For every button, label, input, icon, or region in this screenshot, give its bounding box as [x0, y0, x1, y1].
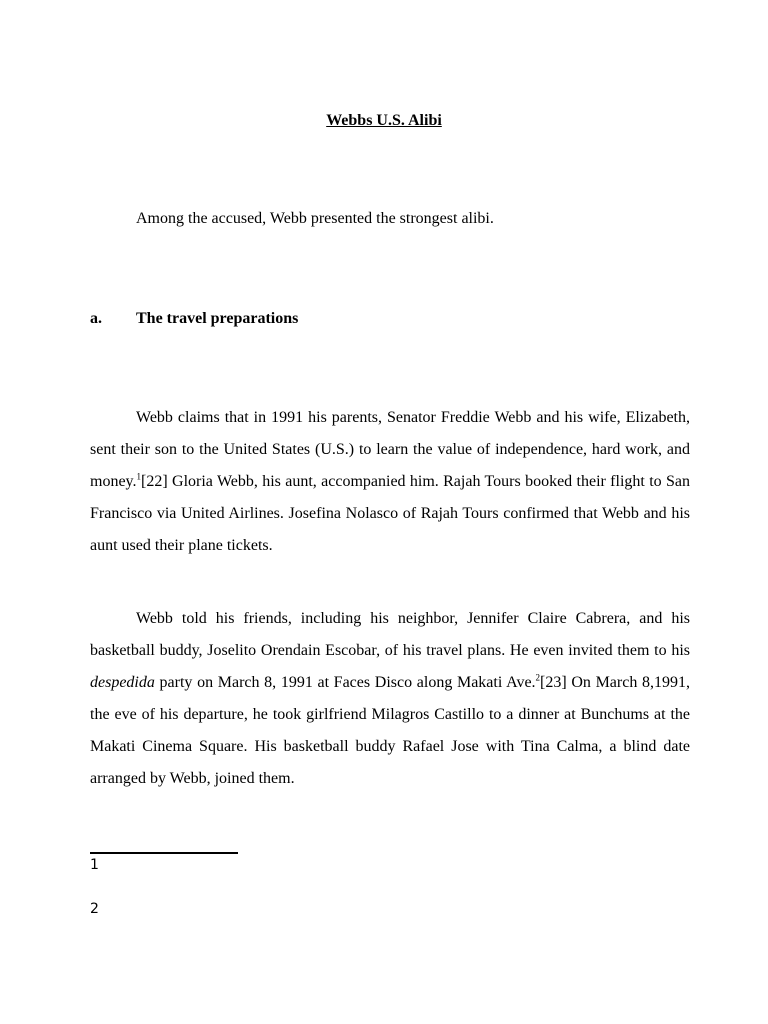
- section-letter: a.: [90, 310, 102, 327]
- paragraph2-text-b: party on March 8, 1991 at Faces Disco along Makati Ave.: [154, 674, 536, 691]
- paragraph2-italic: despedida: [90, 674, 155, 691]
- paragraph1-text-b: [22] Gloria Webb, his aunt, accompanied him. Rajah Tours booked their flight to San Francisco via United Airlines. Josefina Nolasco of Rajah Tours confirmed that Webb and his aunt used their plane tickets.: [90, 473, 690, 554]
- paragraph2-text-a: Webb told his friends, including his neighbor, Jennifer Claire Cabrera, and his basketball buddy, Joselito Orendain Escobar, of his travel plans. He even invited them to his: [90, 610, 690, 659]
- section-heading: [90, 310, 298, 328]
- footnote-2: 2: [90, 901, 99, 917]
- footnote-separator: [90, 852, 238, 854]
- footnote-ref-1[interactable]: 1: [136, 471, 142, 482]
- paragraph2-text-c: [23] On March 8,1991, the eve of his departure, he took girlfriend Milagros Castillo to a dinner at Bunchums at the Makati Cinema Square. His basketball buddy Rafael Jose with Tina Calma, a blind date arranged by Webb, joined them.: [90, 674, 691, 787]
- section-heading-text: The travel preparations: [136, 310, 299, 327]
- paragraph-travel-claims: [90, 402, 690, 562]
- paragraph-friends: [90, 603, 690, 795]
- intro-paragraph: Among the accused, Webb presented the strongest alibi.: [136, 210, 494, 227]
- footnote-ref-2[interactable]: 2: [535, 672, 541, 683]
- footnote-1: 1: [90, 857, 99, 873]
- document-title: Webbs U.S. Alibi: [326, 112, 442, 129]
- paragraph1-text-a: Webb claims that in 1991 his parents, Senator Freddie Webb and his wife, Elizabeth, sent their son to the United States (U.S.) to learn the value of independence, hard work, and money.: [90, 409, 690, 490]
